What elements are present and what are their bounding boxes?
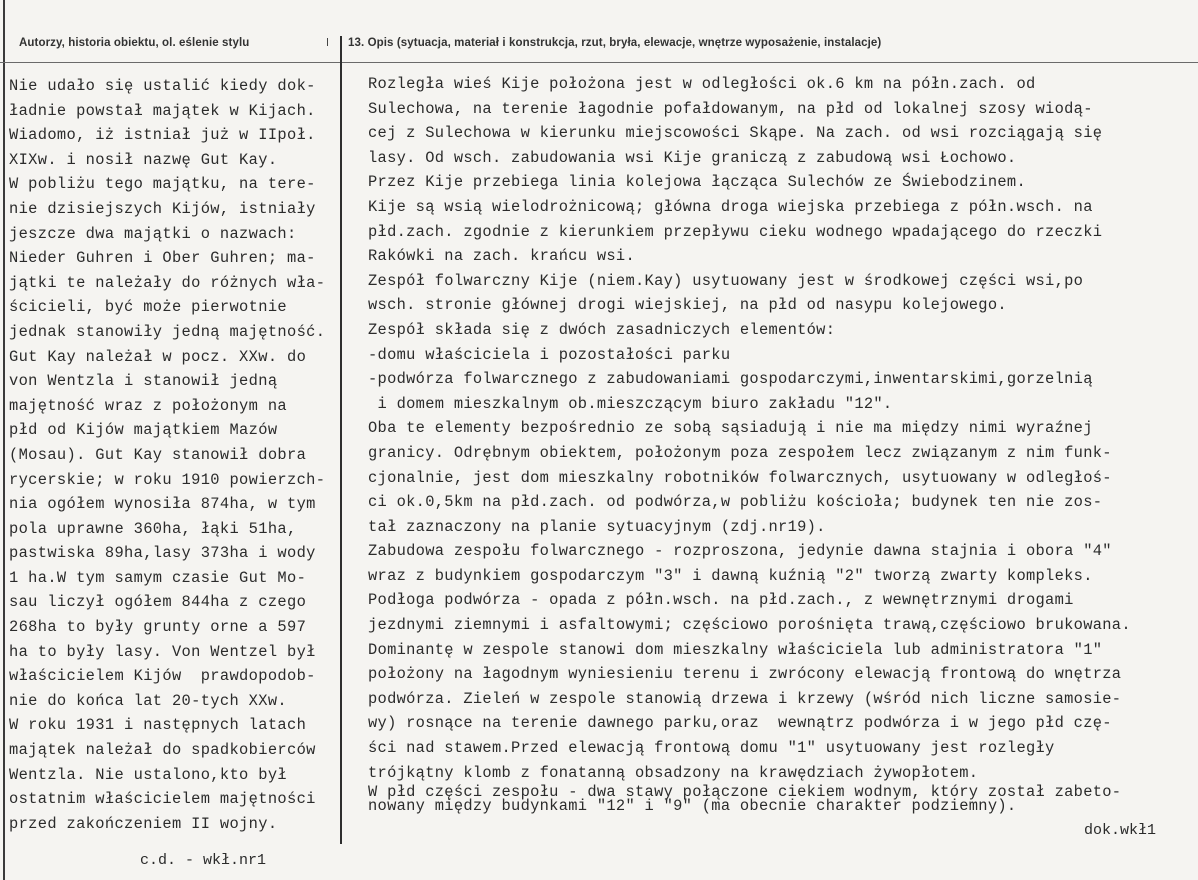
text-line: ści nad stawem.Przed elewacją frontową domu "1" usytuowany jest rozległy <box>368 739 1055 758</box>
page-edge-line <box>3 0 5 880</box>
text-line: i domem mieszkalnym ob.mieszczącym biuro zakładu "12". <box>368 394 893 413</box>
text-line: Zespół folwarczny Kije (niem.Kay) usytuowany jest w środkowej części wsi,po <box>368 271 1084 290</box>
header-rule <box>0 62 1198 63</box>
text-line: nie do końca lat 20-tych XXw. <box>9 691 287 710</box>
description-text-column <box>368 72 1131 816</box>
text-line: nia ogółem wynosiła 874ha, w tym <box>9 495 316 514</box>
text-line: nie dzisiejszych Kijów, istniały <box>9 199 316 218</box>
text-line: rycerskie; w roku 1910 powierzch- <box>9 470 326 489</box>
text-line: Zabudowa zespołu folwarcznego - rozproszona, jedynie dawna stajnia i obora "4" <box>368 542 1112 561</box>
text-line: wy) rosnące na terenie dawnego parku,oraz wewnątrz podwórza i w jego płd czę- <box>368 714 1112 733</box>
text-line: wsch. stronie głównej drogi wiejskiej, na płd od nasypu kolejowego. <box>368 296 1007 315</box>
text-line: W roku 1931 i następnych latach <box>9 716 307 735</box>
text-line: jeszcze dwa majątki o nazwach: <box>9 224 297 243</box>
text-line: W płd części zespołu - dwa stawy połączone ciekiem wodnym, który został zabeto- <box>368 783 1122 802</box>
text-line: Wiadomo, iż istniał już w IIpoł. <box>9 126 316 145</box>
text-line: -podwórza folwarcznego z zabudowaniami gospodarczymi,inwentarskimi,gorzelnią <box>368 370 1093 389</box>
text-line: ha to były lasy. Von Wentzel był <box>9 642 316 661</box>
text-line: ładnie powstał majątek w Kijach. <box>9 101 316 120</box>
text-line: von Wentzla i stanowił jedną <box>9 372 278 391</box>
text-line: majątek należał do spadkobierców <box>9 741 316 760</box>
text-line: płd.zach. zgodnie z kierunkiem przepływu cieku wodnego wpadającego do rzeczki <box>368 222 1103 241</box>
text-line: XIXw. i nosił nazwę Gut Kay. <box>9 150 278 169</box>
text-line: Przez Kije przebiega linia kolejowa łącząca Sulechów ze Świebodzinem. <box>368 173 1026 192</box>
text-line: położony na łagodnym wyniesieniu terenu i zwrócony elewacją frontową do wnętrza <box>368 665 1122 684</box>
text-line: podwórza. Zieleń w zespole stanowią drzewa i krzewy (wśród nich liczne samosie- <box>368 689 1122 708</box>
text-line: cjonalnie, jest dom mieszkalny robotników folwarcznych, usytuowany w odległoś- <box>368 468 1112 487</box>
text-line: właścicielem Kijów prawdopodob- <box>9 667 316 686</box>
text-line: W pobliżu tego majątku, na tere- <box>9 175 316 194</box>
text-line: Oba te elementy bezpośrednio ze sobą sąsiadują i nie ma między nimi wyraźnej <box>368 419 1093 438</box>
text-line: płd od Kijów majątkiem Mazów <box>9 421 278 440</box>
text-line: nowany między budynkami "12" i "9" (ma obecnie charakter podziemny). <box>368 797 1017 816</box>
column-divider <box>340 36 342 844</box>
text-line: Nieder Guhren i Ober Guhren; ma- <box>9 249 316 268</box>
document-reference: dok.wkł1 <box>1084 822 1157 839</box>
left-column-header: Autorzy, historia obiektu, ol. eślenie stylu <box>19 37 250 49</box>
text-line: lasy. Od wsch. zabudowania wsi Kije graniczą z zabudową wsi Łochowo. <box>368 148 1017 167</box>
text-line: jezdnymi ziemnymi i asfaltowymi; częściowo porośnięta trawą,częściowo brukowana. <box>368 616 1131 635</box>
history-text-column <box>9 74 325 836</box>
text-line: Sulechowa, na terenie łagodnie pofałdowanym, na płd od lokalnej szosy wiodą- <box>368 99 1093 118</box>
header-tick-mark <box>327 38 328 46</box>
continuation-note: c.d. - wkł.nr1 <box>140 852 267 869</box>
text-line: Rozległa wieś Kije położona jest w odległości ok.6 km na półn.zach. od <box>368 75 1036 93</box>
text-line: ci ok.0,5km na płd.zach. od podwórza,w pobliżu kościoła; budynek ten nie zos- <box>368 493 1103 512</box>
text-line: (Mosau). Gut Kay stanowił dobra <box>9 445 307 464</box>
text-line: 1 ha.W tym samym czasie Gut Mo- <box>9 568 307 587</box>
text-line: -domu właściciela i pozostałości parku <box>368 345 731 364</box>
text-line: sau liczył ogółem 844ha z czego <box>9 593 307 612</box>
text-line: Kije są wsią wielodrożnicową; główna droga wiejska przebiega z półn.wsch. na <box>368 197 1093 216</box>
text-line: 268ha to były grunty orne a 597 <box>9 618 307 637</box>
text-line: tał zaznaczony na planie sytuacyjnym (zdj.nr19). <box>368 517 826 536</box>
text-line: pastwiska 89ha,lasy 373ha i wody <box>9 544 316 563</box>
text-line: granicy. Odrębnym obiektem, położonym poza zespołem lecz związanym z nim funk- <box>368 443 1112 462</box>
text-line: Gut Kay należał w pocz. XXw. do <box>9 347 307 366</box>
right-column-header: 13. Opis (sytuacja, materiał i konstrukcja, rzut, bryła, elewacje, wnętrze wyposażenie, instalacje) <box>348 37 882 49</box>
text-line: Dominantę w zespole stanowi dom mieszkalny właściciela lub administratora "1" <box>368 640 1103 659</box>
text-line: przed zakończeniem II wojny. <box>9 814 278 833</box>
text-line: Wentzla. Nie ustalono,kto był <box>9 765 287 784</box>
text-line: wraz z budynkiem gospodarczym "3" i dawną kuźnią "2" tworzą zwarty kompleks. <box>368 566 1093 585</box>
text-line: Zespół składa się z dwóch zasadniczych elementów: <box>368 320 836 339</box>
text-line: majętność wraz z położonym na <box>9 396 287 415</box>
text-line: jątki te należały do różnych wła- <box>9 273 326 292</box>
text-line: pola uprawne 360ha, łąki 51ha, <box>9 519 297 538</box>
text-line: ścicieli, być może pierwotnie <box>9 298 287 317</box>
text-line: Rakówki na zach. krańcu wsi. <box>368 247 636 266</box>
text-line: trójkątny klomb z fonatanną obsadzony na krawędziach żywopłotem. <box>368 763 979 782</box>
text-line: jednak stanowiły jedną majętność. <box>9 322 326 341</box>
text-line: Nie udało się ustalić kiedy dok- <box>9 77 316 95</box>
text-line: ostatnim właścicielem majętności <box>9 790 316 809</box>
text-line: Podłoga podwórza - opada z półn.wsch. na płd.zach., z wewnętrznymi drogami <box>368 591 1074 610</box>
text-line: cej z Sulechowa w kierunku miejscowości Skąpe. Na zach. od wsi rozciągają się <box>368 124 1103 143</box>
